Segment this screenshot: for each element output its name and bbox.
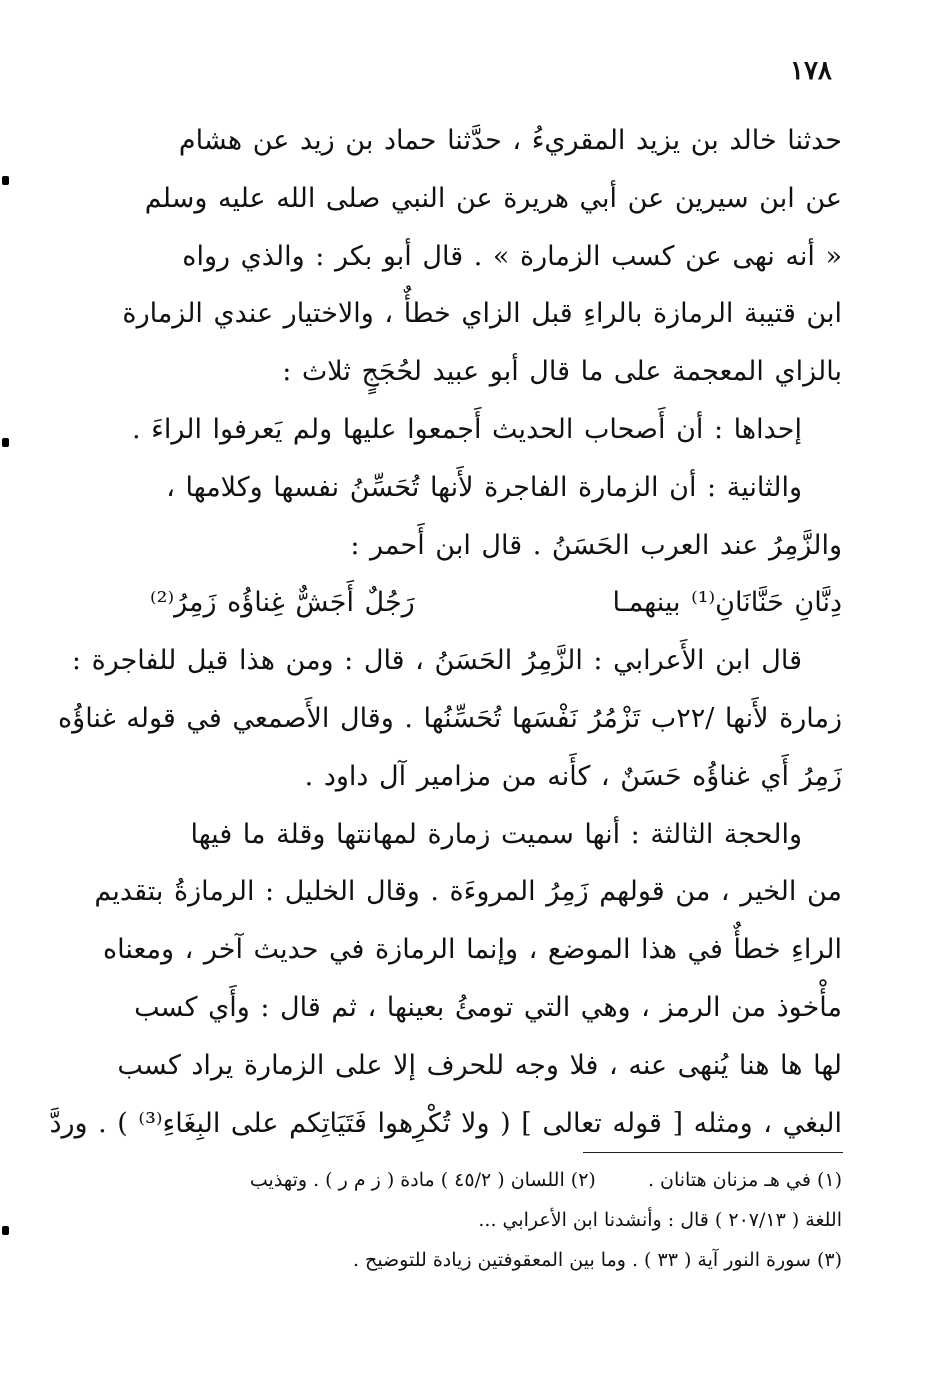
footnote-1: (١) في هـ مزنان هتانان . (647, 1169, 842, 1191)
text-line: البغي ، ومثله [ قوله تعالى ] ( ولا تُكْرِهوا فَتَيَاتِكم على البِغَاءِ⁽³⁾ ) . وردَّ (49, 1107, 842, 1139)
text-line: والثانية : أن الزمارة الفاجرة لأَنها تُحَسِّنُ نفسها وكلامها ، (166, 471, 802, 503)
text-line: لها ها هنا يُنهى عنه ، فلا وجه للحرف إلا على الزمارة يراد كسب (117, 1049, 842, 1081)
verse-second-hemistich: رَجُلٌ أَجَشٌّ غِناؤُه زَمِرُ⁽²⁾ (150, 587, 415, 619)
footnote-3: (٣) سورة النور آية ( ٣٣ ) . وما بين المعقوفتين زيادة للتوضيح . (352, 1249, 842, 1271)
text-line: قال ابن الأَعرابي : الزَّمِرُ الحَسَنُ ، قال : ومن هذا قيل للفاجرة : (71, 645, 802, 677)
scan-mark (2, 1226, 9, 1235)
footnotes (130, 1160, 842, 1280)
footnote-2-continued: اللغة ( ٢٠٧/١٣ ) قال : وأنشدنا ابن الأعرابي ... (478, 1209, 842, 1231)
verse-first-hemistich: دِنَّانِ حَنَّانَانِ⁽¹⁾ بينهمـا (612, 587, 842, 619)
text-line: زمارة لأَنها /٢٢ب تَزْمُرُ نَفْسَها تُحَسِّنُها . وقال الأَصمعي في قوله غناؤُه (58, 702, 842, 734)
text-line: عن ابن سيرين عن أبي هريرة عن النبي صلى الله عليه وسلم (144, 182, 842, 214)
text-line: والزَّمِرُ عند العرب الحَسَنُ . قال ابن أَحمر : (350, 529, 842, 561)
text-line: « أنه نهى عن كسب الزمارة » . قال أبو بكر : والذي رواه (182, 240, 842, 272)
scan-mark (2, 438, 9, 447)
text-line: الراءِ خطأٌ في هذا الموضع ، وإنما الرمازة في حديث آخر ، ومعناه (102, 934, 842, 966)
poetry-verse (130, 574, 842, 632)
main-text (49, 112, 842, 1152)
text-line: مأْخوذ من الرمز ، وهي التي تومئُ بعينها ، ثم قال : وأَي كسب (134, 991, 842, 1023)
scan-mark (2, 176, 9, 185)
text-line: من الخير ، من قولهم زَمِرُ المروءَة . وقال الخليل : الرمازةُ بتقديم (94, 876, 842, 908)
text-line: إحداها : أن أَصحاب الحديث أَجمعوا عليها ولم يَعرفوا الراءَ . (131, 413, 802, 445)
footnote-line (130, 1160, 842, 1200)
page-number: ١٧٨ (790, 56, 832, 86)
footnote-separator (583, 1152, 843, 1153)
text-line: زَمِرُ أَي غناؤُه حَسَنٌ ، كأَنه من مزامير آل داود . (304, 760, 842, 792)
text-line: بالزاي المعجمة على ما قال أبو عبيد لحُجَجٍ ثلاث : (282, 356, 842, 388)
text-line: ابن قتيبة الرمازة بالراءِ قبل الزاي خطأٌ ، والاختيار عندي الزمارة (122, 298, 842, 330)
text-line: والحجة الثالثة : أنها سميت زمارة لمهانتها وقلة ما فيها (190, 818, 802, 850)
text-line: حدثنا خالد بن يزيد المقريءُ ، حدَّثنا حماد بن زيد عن هشام (178, 125, 842, 156)
footnote-2: (٢) اللسان ( ٤٥/٢ ) مادة ( ز م ر ) . وتهذيب (249, 1169, 596, 1191)
